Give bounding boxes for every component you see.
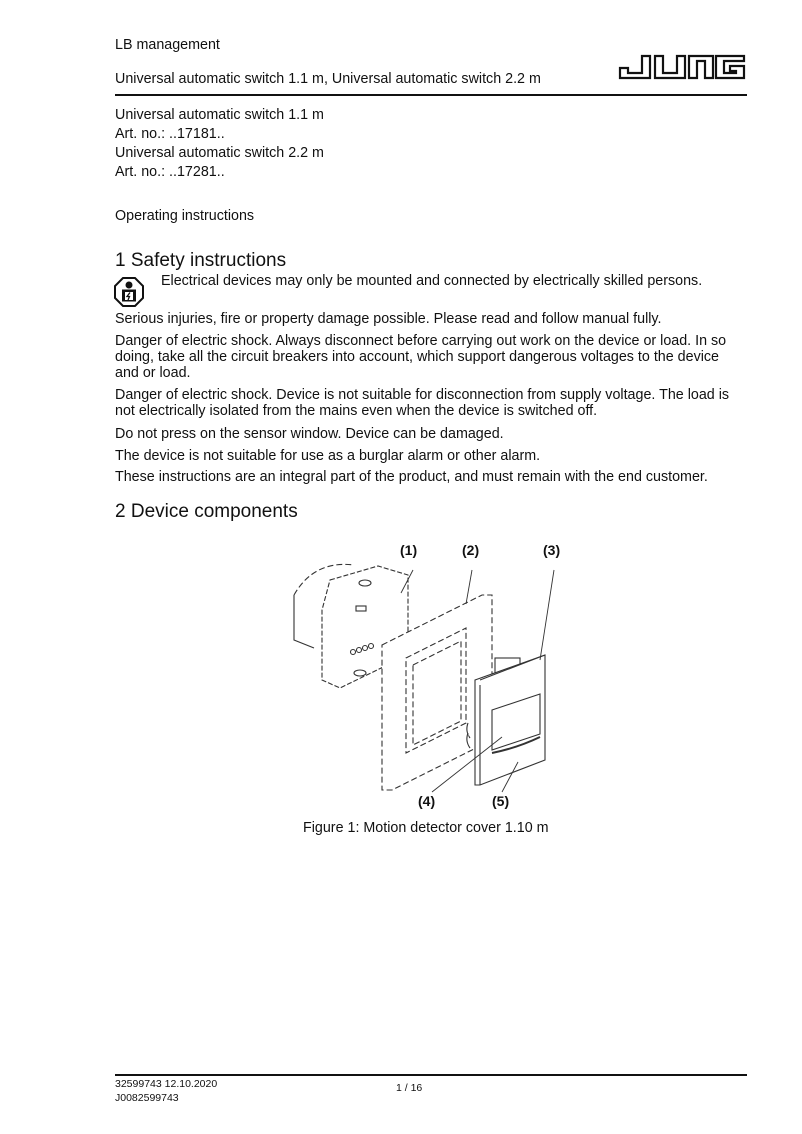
safety-paragraph: Do not press on the sensor window. Device can be damaged. (115, 426, 504, 442)
component-label-3: (3) (543, 542, 561, 558)
jung-logo (618, 54, 746, 80)
footer-code: J0082599743 (115, 1092, 179, 1104)
header-section: LB management (115, 37, 220, 53)
safety-icon-text: Electrical devices may only be mounted and connected by electrically skilled persons. (161, 273, 703, 289)
figure-caption: Figure 1: Motion detector cover 1.10 m (303, 820, 549, 836)
component-label-2: (2) (462, 542, 480, 558)
electrician-warning-icon (114, 277, 144, 307)
doc-type: Operating instructions (115, 208, 255, 224)
safety-paragraph: Serious injuries, fire or property damage possible. Please read and follow manual fully. (115, 311, 662, 327)
components-heading: 2 Device components (115, 501, 298, 522)
product-line: Universal automatic switch 1.1 m (115, 107, 324, 123)
safety-paragraph: Danger of electric shock. Device is not suitable for disconnection from supply voltage. The load is not electrically isolated from the mains even when the device is switched off. (115, 387, 730, 419)
header-subtitle: Universal automatic switch 1.1 m, Universal automatic switch 2.2 m (115, 71, 541, 87)
page-number: 1 / 16 (396, 1082, 423, 1094)
safety-paragraph: Danger of electric shock. Always disconnect before carrying out work on the device or load. In so doing, take all the circuit breakers into account, which support dangerous voltages to the device and or load. (115, 333, 727, 381)
product-line: Art. no.: ..17281.. (115, 164, 225, 180)
header-rule (115, 94, 747, 96)
component-label-5: (5) (492, 793, 510, 809)
safety-paragraph: These instructions are an integral part of the product, and must remain with the end customer. (115, 469, 708, 485)
component-label-4: (4) (418, 793, 436, 809)
product-line: Universal automatic switch 2.2 m (115, 145, 324, 161)
safety-paragraph: The device is not suitable for use as a burglar alarm or other alarm. (115, 448, 541, 464)
component-label-1: (1) (400, 542, 418, 558)
product-line: Art. no.: ..17181.. (115, 126, 225, 142)
footer-rule (115, 1074, 747, 1076)
safety-heading: 1 Safety instructions (115, 250, 287, 271)
footer-doc-id: 32599743 12.10.2020 (115, 1078, 218, 1090)
device-components-figure (270, 540, 580, 820)
